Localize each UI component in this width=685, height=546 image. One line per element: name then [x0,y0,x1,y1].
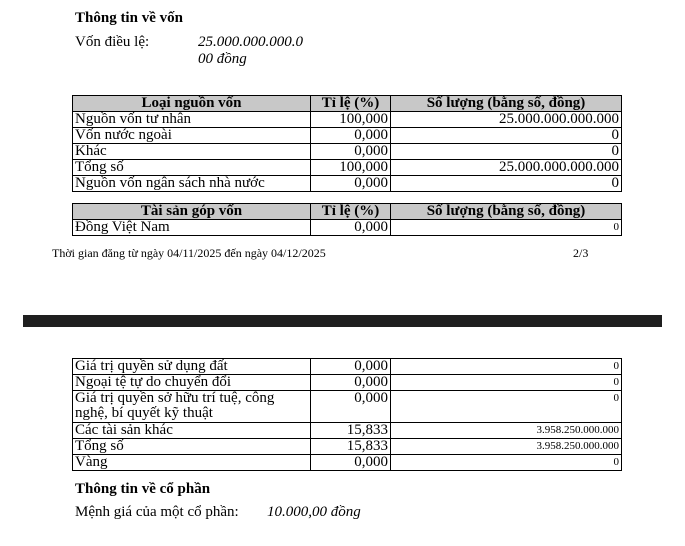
table-header-row [73,96,622,112]
column-header: Tài sản góp vốn [73,204,311,220]
column-header: Số lượng (bằng số, đồng) [391,96,622,112]
table-cell: Đồng Việt Nam [73,220,311,236]
table-cell: 0 [391,128,622,144]
table-cell: 25.000.000.000.000 [391,160,622,176]
page-separator [23,315,662,327]
table-header-row [73,204,622,220]
charter-capital-label: Vốn điều lệ: [75,34,150,50]
table-row [73,160,622,176]
table-cell: 0 [391,455,622,471]
table-row [73,176,622,192]
share-section-title: Thông tin về cổ phần [75,481,211,497]
table-cell: 0,000 [311,375,391,391]
par-value: 10.000,00 đồng [267,504,361,520]
table-cell: 0 [391,359,622,375]
charter-capital-value-line1: 25.000.000.000.0 [198,34,303,50]
table-cell: 0,000 [311,359,391,375]
table-cell: 0,000 [311,391,391,423]
table-row [73,112,622,128]
table-cell: Các tài sản khác [73,423,311,439]
table-row [73,359,622,375]
table-cell: 0,000 [311,144,391,160]
table-cell: Tổng số [73,160,311,176]
table-row [73,144,622,160]
table-row [73,220,622,236]
page-number: 2/3 [573,246,589,260]
table-cell: 0,000 [311,220,391,236]
table-cell: 100,000 [311,112,391,128]
contributed-assets-table [72,203,622,236]
table-cell: 3.958.250.000.000 [391,439,622,455]
table-cell: Vốn nước ngoài [73,128,311,144]
par-value-label: Mệnh giá của một cổ phần: [75,504,239,520]
table-cell: Nguồn vốn ngân sách nhà nước [73,176,311,192]
table-cell: 0,000 [311,455,391,471]
column-header: Tỉ lệ (%) [311,204,391,220]
table-cell: 0 [391,144,622,160]
table-cell: Nguồn vốn tư nhân [73,112,311,128]
registration-period: Thời gian đăng từ ngày 04/11/2025 đến ngày 04/12/2025 [52,246,326,260]
table-cell: Giá trị quyền sử dụng đất [73,359,311,375]
table-cell: 100,000 [311,160,391,176]
table-cell: 25.000.000.000.000 [391,112,622,128]
table-row [73,391,622,423]
capital-section-title: Thông tin về vốn [75,10,183,26]
table-cell: 15,833 [311,423,391,439]
charter-capital-value-line2: 00 đồng [198,51,247,67]
table-cell: 0,000 [311,128,391,144]
table-cell: 0 [391,220,622,236]
table-cell: 15,833 [311,439,391,455]
table-cell: 3.958.250.000.000 [391,423,622,439]
column-header: Tỉ lệ (%) [311,96,391,112]
table-cell: Giá trị quyền sở hữu trí tuệ, công nghệ, bí quyết kỹ thuật [73,391,311,423]
table-cell: Khác [73,144,311,160]
table-cell: 0 [391,391,622,423]
column-header: Loại nguồn vốn [73,96,311,112]
contributed-assets-table-continued [72,358,622,471]
table-row [73,439,622,455]
column-header: Số lượng (bằng số, đồng) [391,204,622,220]
table-row [73,455,622,471]
table-cell: 0,000 [311,176,391,192]
table-cell: Vàng [73,455,311,471]
table-cell: Tổng số [73,439,311,455]
table-row [73,375,622,391]
table-row [73,128,622,144]
table-cell: 0 [391,375,622,391]
capital-source-table [72,95,622,192]
table-cell: Ngoại tệ tự do chuyển đổi [73,375,311,391]
table-row [73,423,622,439]
table-cell: 0 [391,176,622,192]
